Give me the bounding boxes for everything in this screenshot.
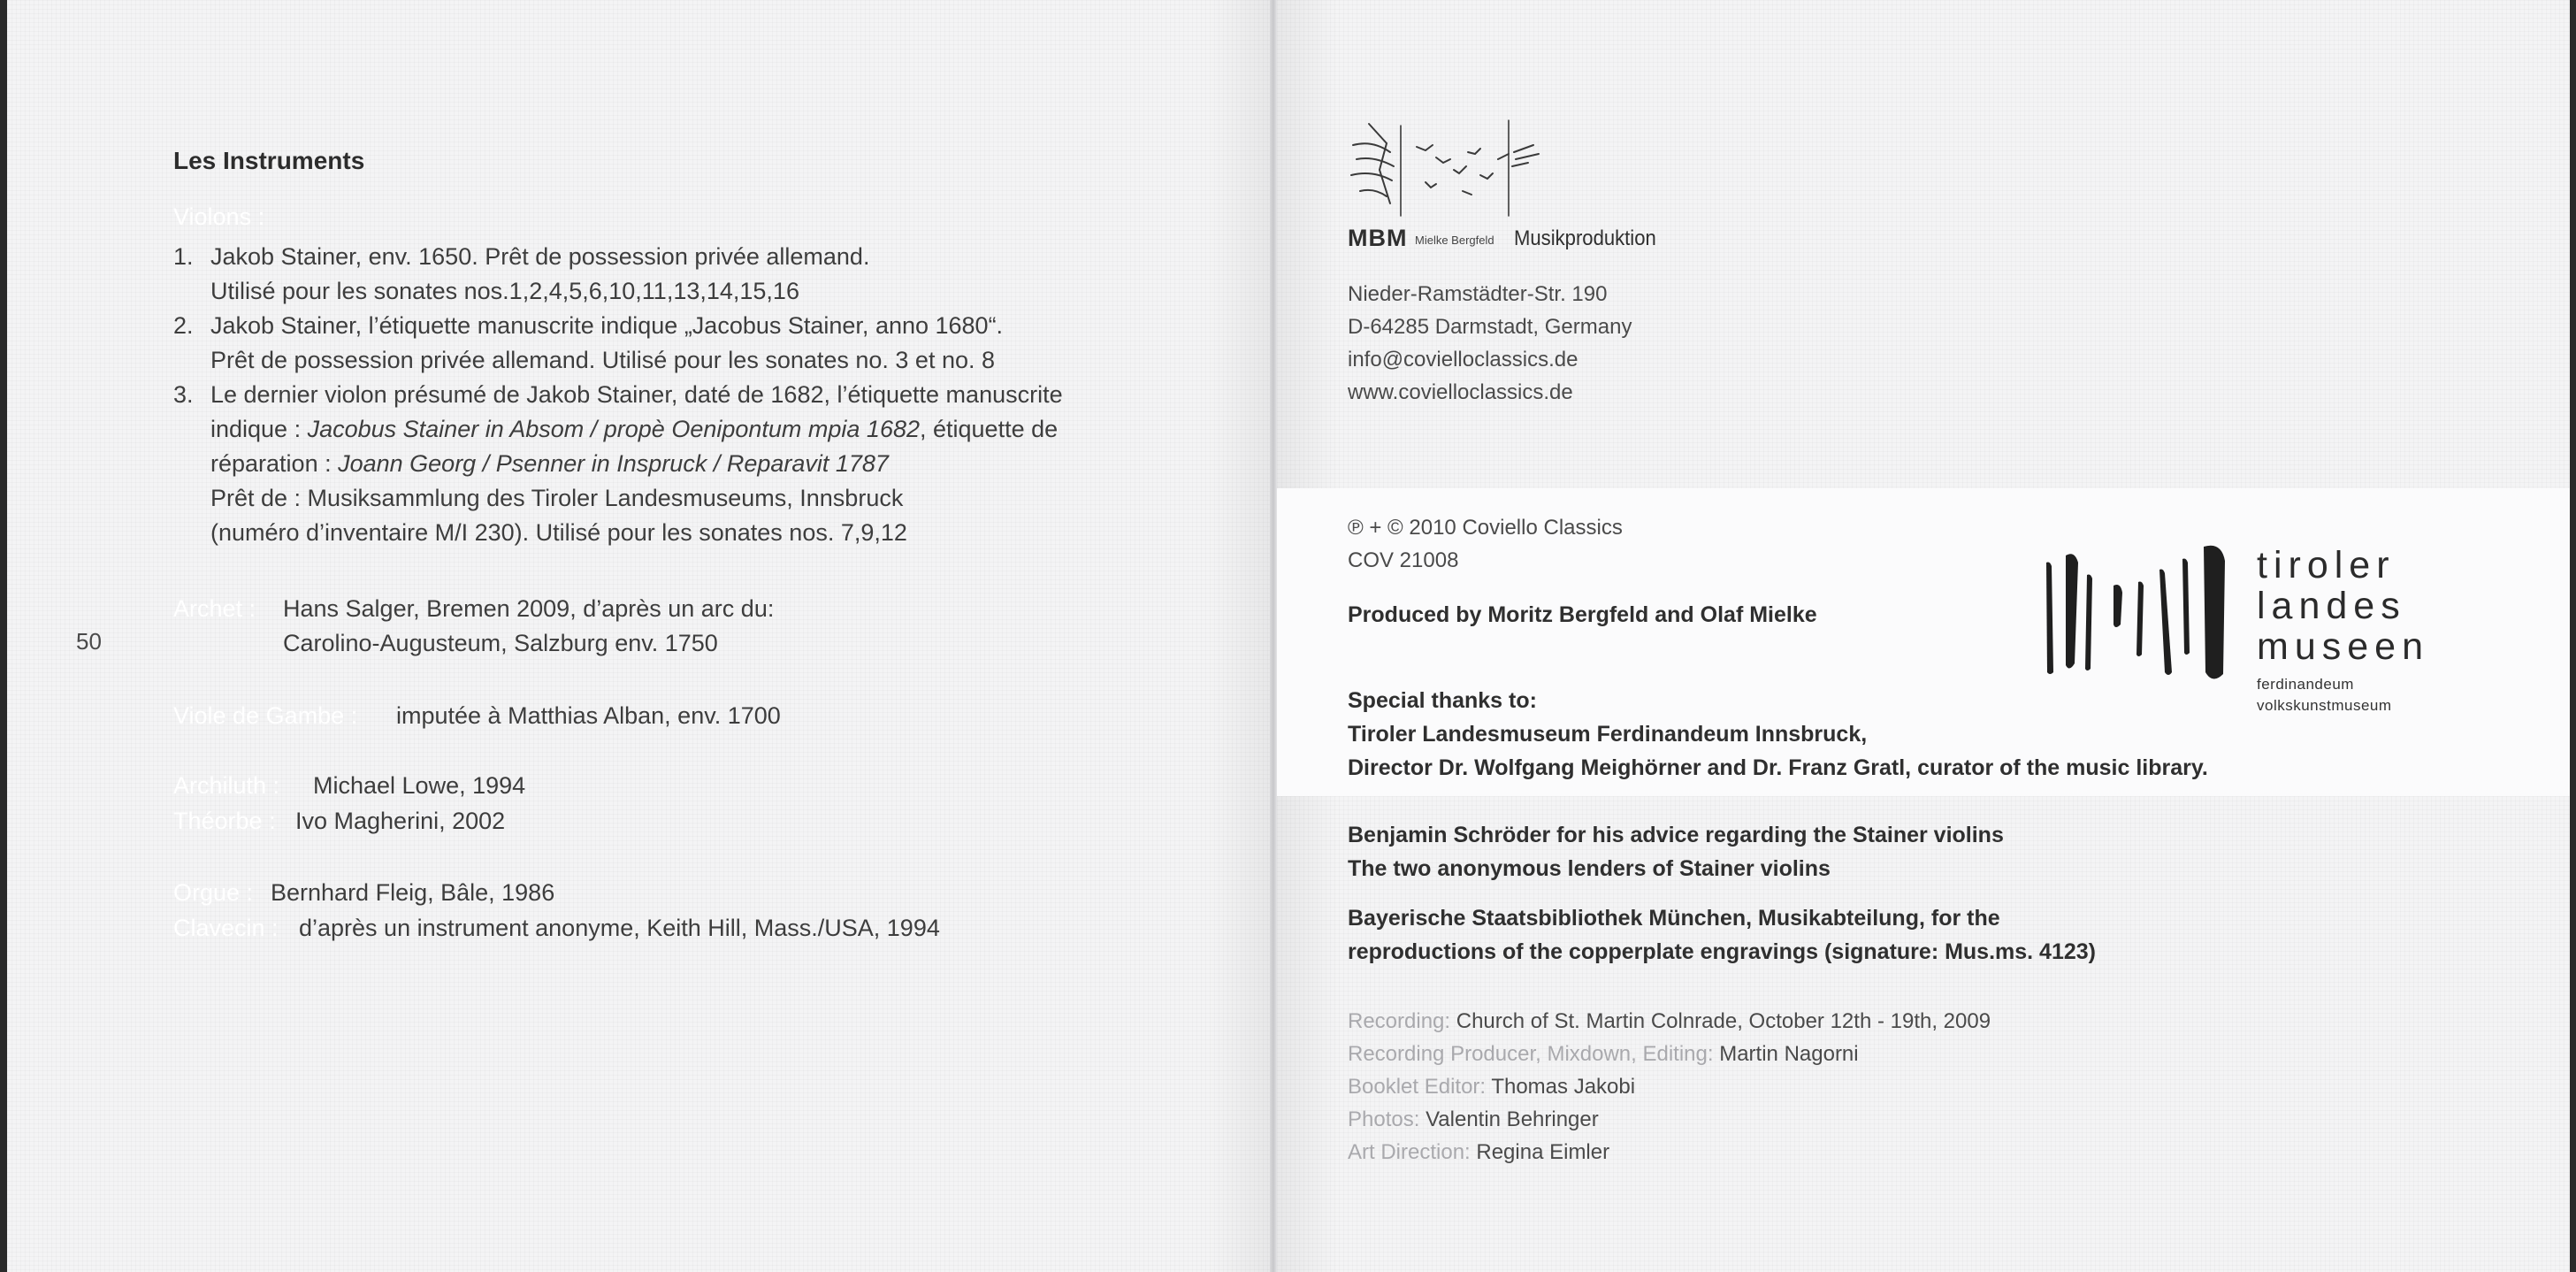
instrument-line	[210, 240, 1063, 274]
instrument-item	[173, 309, 1063, 378]
credit-value: Martin Nagorni	[1719, 1042, 1859, 1066]
instrument-line	[210, 447, 1063, 481]
mbm-small-text: Mielke Bergfeld	[1415, 234, 1494, 247]
violins-label: Violons :	[173, 203, 265, 230]
thanks-directors: Director Dr. Wolfgang Meighörner and Dr. Franz Gratl, curator of the music library.	[1348, 755, 2208, 780]
clavecin-text: d’après un instrument anonyme, Keith Hill, Mass./USA, 1994	[299, 915, 940, 941]
gutter-shadow	[1208, 0, 1270, 1272]
mbm-wordmark: Musikproduktion	[1514, 226, 1656, 250]
reeds-and-birds-icon	[1348, 117, 1560, 221]
instrument-line-text: Utilisé pour les sonates nos.1,2,4,5,6,10,11,13,14,15,16	[210, 278, 799, 304]
thanks-lenders: The two anonymous lenders of Stainer violins	[1348, 856, 1831, 881]
archiluth-entry	[173, 769, 279, 803]
orgue-label: Orgue :	[173, 879, 254, 906]
address-website: www.covielloclassics.de	[1348, 380, 1573, 404]
instrument-line	[210, 378, 1063, 412]
address-city: D-64285 Darmstadt, Germany	[1348, 315, 1632, 339]
credit-label: Art Direction:	[1348, 1140, 1471, 1164]
clavecin-label: Clavecin :	[173, 915, 279, 941]
credit-label: Recording:	[1348, 1009, 1451, 1033]
page-heading: Les Instruments	[173, 147, 365, 174]
viole-label: Viole de Gambe :	[173, 702, 358, 729]
instrument-line-text: réparation :	[210, 450, 339, 477]
instrument-line-text: (numéro d’inventaire M/I 230). Utilisé pour les sonates nos. 7,9,12	[210, 519, 907, 546]
instrument-line-text: Le dernier violon présumé de Jakob Stainer, daté de 1682, l’étiquette manuscrite	[210, 381, 1063, 408]
instrument-number: 3.	[173, 381, 194, 408]
thanks-schroeder: Benjamin Schröder for his advice regarding the Stainer violins	[1348, 823, 2004, 847]
credit-row	[1348, 1136, 1991, 1169]
instrument-line	[210, 412, 1063, 447]
thanks-heading: Special thanks to:	[1348, 688, 1537, 713]
thanks-block-2	[1348, 818, 2004, 885]
tlm-word-landes: landes	[2257, 585, 2406, 627]
credit-row	[1348, 1070, 1991, 1103]
instrument-item	[173, 378, 1063, 550]
archet-entry	[173, 592, 256, 626]
archiluth-text: Michael Lowe, 1994	[313, 772, 526, 799]
credit-row	[1348, 1103, 1991, 1136]
instrument-line-text: , étiquette de	[920, 416, 1059, 442]
instrument-line-text: Jakob Stainer, l’étiquette manuscrite indique „Jacobus Stainer, anno 1680“.	[210, 312, 1004, 339]
credit-label: Booklet Editor:	[1348, 1075, 1487, 1099]
instrument-line	[210, 516, 1063, 550]
mbm-abbr: MBM	[1348, 225, 1408, 251]
tlm-word-museen: museen	[2257, 625, 2429, 668]
archet-line-2: Carolino-Augusteum, Salzburg env. 1750	[283, 630, 718, 656]
instrument-line	[210, 309, 1063, 343]
instrument-item	[173, 240, 1063, 309]
instrument-line	[210, 274, 1063, 309]
produced-by: Produced by Moritz Bergfeld and Olaf Mielke	[1348, 602, 1817, 627]
clavecin-entry	[173, 911, 279, 946]
mbm-logo	[1348, 117, 1656, 258]
theorbe-text: Ivo Magherini, 2002	[295, 808, 506, 834]
tlm-volkskunstmuseum: volkskunstmuseum	[2257, 697, 2392, 714]
viole-entry	[173, 699, 357, 733]
archet-line-1: Hans Salger, Bremen 2009, d’après un arc du:	[283, 595, 775, 622]
instrument-line-italic: Joann Georg / Psenner in Inspruck / Reparavit 1787	[338, 450, 889, 477]
archet-label: Archet :	[173, 595, 256, 622]
instrument-line	[210, 481, 1063, 516]
instrument-line-text: Prêt de : Musiksammlung des Tiroler Landesmuseums, Innsbruck	[210, 485, 904, 511]
theorbe-entry	[173, 804, 276, 839]
instrument-line	[210, 343, 1063, 378]
brushstrokes-icon	[2039, 540, 2269, 681]
tlm-ferdinandeum: ferdinandeum	[2257, 676, 2354, 693]
instrument-line-italic: Jacobus Stainer in Absom / propè Oenipontum mpia 1682	[307, 416, 920, 442]
tlm-word-tiroler: tiroler	[2257, 544, 2396, 586]
address-email: info@covielloclassics.de	[1348, 348, 1578, 372]
credit-row	[1348, 1005, 1991, 1038]
catalog-number: COV 21008	[1348, 548, 1459, 572]
copyright-line: ℗ + © 2010 Coviello Classics	[1348, 516, 1623, 540]
credit-label: Photos:	[1348, 1107, 1420, 1131]
left-page	[7, 0, 1270, 1272]
thanks-block-3	[1348, 901, 2096, 969]
credit-value: Regina Eimler	[1476, 1140, 1610, 1164]
orgue-entry	[173, 876, 253, 910]
tiroler-landesmuseen-logo	[2039, 540, 2429, 734]
address-block	[1348, 278, 1632, 409]
theorbe-label: Théorbe :	[173, 808, 276, 834]
instrument-line-text: indique :	[210, 416, 308, 442]
viole-text: imputée à Matthias Alban, env. 1700	[396, 702, 781, 729]
thanks-library: Bayerische Staatsbibliothek München, Musikabteilung, for the	[1348, 906, 2000, 931]
credit-row	[1348, 1038, 1991, 1070]
thanks-museum: Tiroler Landesmuseum Ferdinandeum Innsbruck,	[1348, 722, 1868, 747]
archiluth-label: Archiluth :	[173, 772, 280, 799]
right-page	[1277, 0, 2570, 1272]
instrument-line-text: Jakob Stainer, env. 1650. Prêt de possession privée allemand.	[210, 243, 870, 270]
credit-separator	[1450, 1009, 1456, 1033]
copyright-block	[1348, 511, 1623, 577]
thanks-reproductions: reproductions of the copperplate engravings (signature: Mus.ms. 4123)	[1348, 939, 2096, 964]
instrument-number: 1.	[173, 243, 194, 270]
booklet-spine	[1270, 0, 1277, 1272]
page-number: 50	[76, 628, 102, 655]
instrument-number: 2.	[173, 312, 194, 339]
instrument-line-text: Prêt de possession privée allemand. Utilisé pour les sonates no. 3 et no. 8	[210, 347, 996, 373]
credit-value: Valentin Behringer	[1426, 1107, 1599, 1131]
credit-label: Recording Producer, Mixdown, Editing:	[1348, 1042, 1714, 1066]
instruments-list	[173, 240, 1063, 550]
address-street: Nieder-Ramstädter-Str. 190	[1348, 282, 1608, 306]
orgue-text: Bernhard Fleig, Bâle, 1986	[271, 879, 555, 906]
credit-value: Church of St. Martin Colnrade, October 12th - 19th, 2009	[1456, 1009, 1991, 1033]
credits-block	[1348, 1005, 1991, 1169]
credit-value: Thomas Jakobi	[1491, 1075, 1636, 1099]
